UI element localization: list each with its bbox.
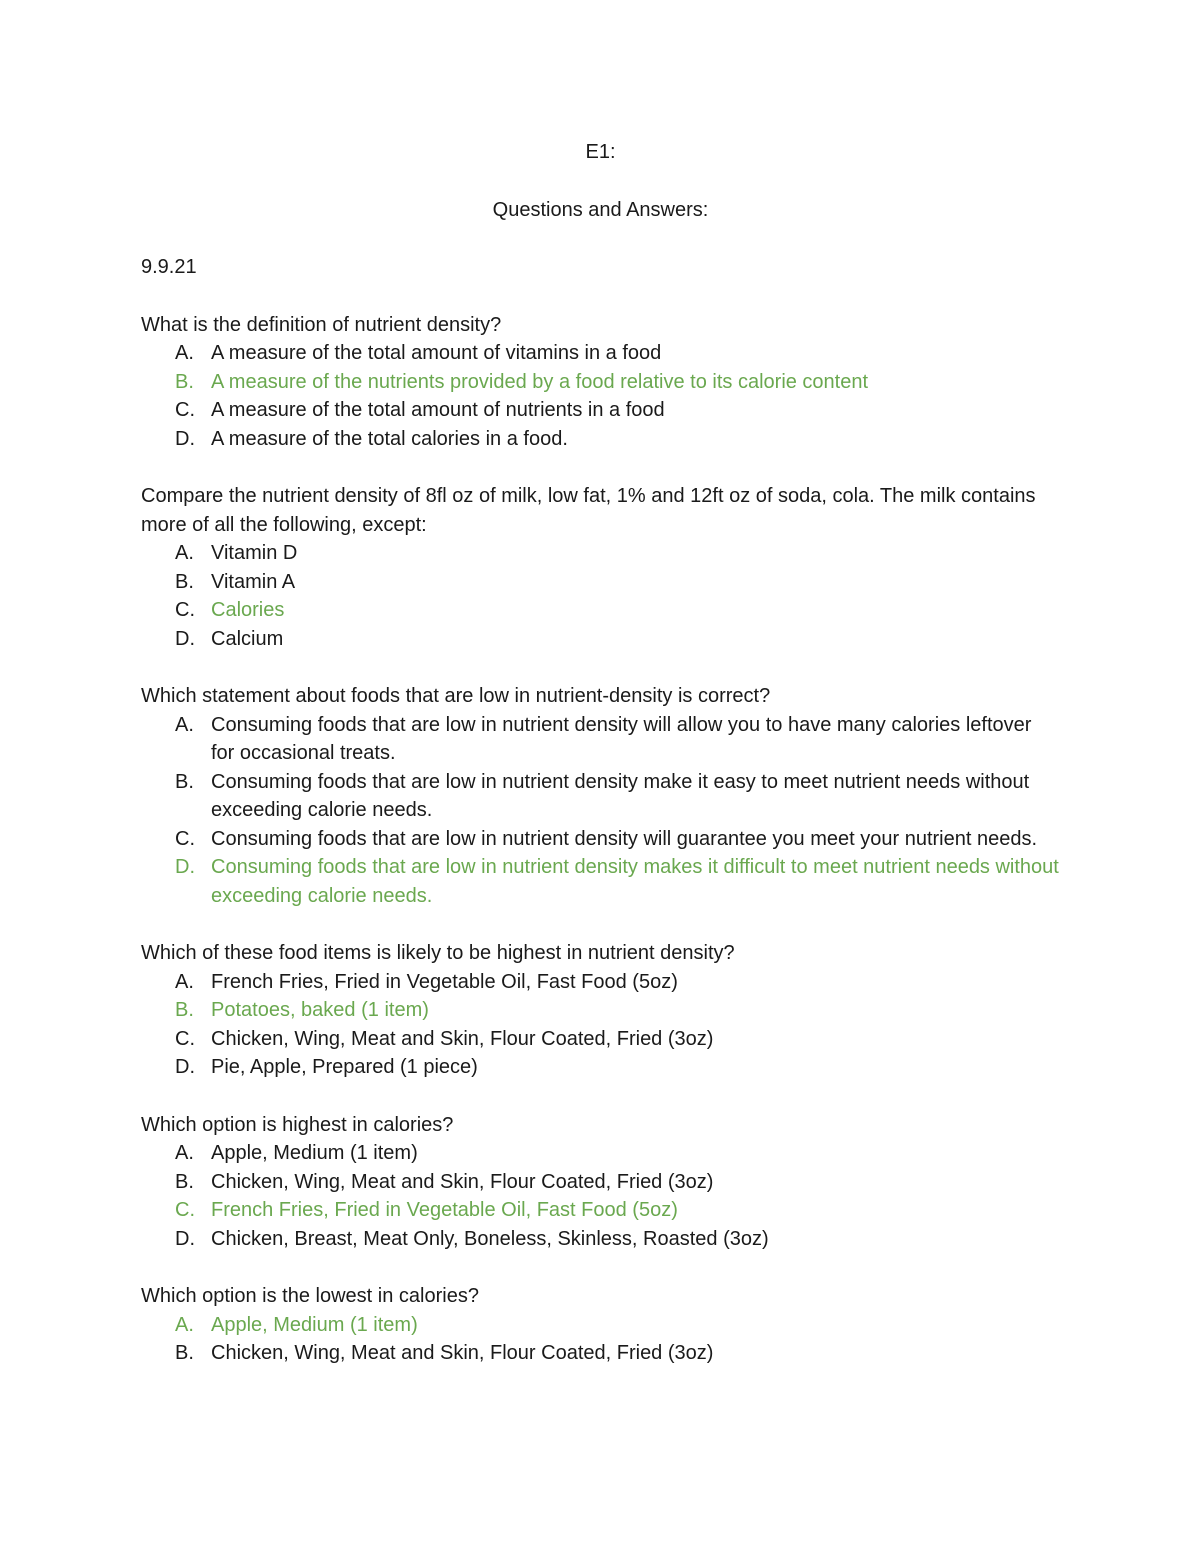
option-text: Chicken, Wing, Meat and Skin, Flour Coated, Fried (3oz) bbox=[211, 1027, 714, 1050]
option-letter: C. bbox=[175, 599, 195, 621]
answer-option bbox=[175, 968, 1060, 997]
option-text: A measure of the total amount of nutrients in a food bbox=[211, 399, 665, 421]
answer-option bbox=[175, 1339, 1060, 1368]
option-text: Pie, Apple, Prepared (1 piece) bbox=[211, 1056, 478, 1078]
option-text: Apple, Medium (1 item) bbox=[211, 1142, 418, 1164]
option-text: Chicken, Wing, Meat and Skin, Flour Coated, Fried (3oz) bbox=[211, 1342, 714, 1364]
option-text: Calcium bbox=[211, 627, 284, 650]
option-text: Vitamin D bbox=[211, 542, 298, 564]
option-text: Potatoes, baked (1 item) bbox=[211, 999, 429, 1021]
option-letter: D. bbox=[175, 427, 195, 450]
answer-option bbox=[175, 825, 1060, 854]
option-letter: B. bbox=[175, 770, 194, 793]
answer-option bbox=[175, 339, 1060, 368]
option-letter: C. bbox=[175, 827, 195, 850]
correct-answer-option bbox=[175, 1196, 1060, 1225]
correct-answer-option bbox=[175, 1311, 1060, 1340]
document-title: E1: bbox=[585, 141, 616, 163]
answer-list bbox=[141, 1311, 1060, 1368]
option-letter: D. bbox=[175, 1056, 195, 1078]
spacer bbox=[141, 1253, 1060, 1282]
answer-list bbox=[141, 339, 1060, 453]
question-6 bbox=[141, 1282, 1060, 1368]
question-text: Which option is highest in calories? bbox=[141, 1113, 454, 1136]
question-text: What is the definition of nutrient density? bbox=[141, 313, 502, 336]
question-3 bbox=[141, 682, 1060, 910]
option-letter: B. bbox=[175, 570, 194, 593]
question-4 bbox=[141, 939, 1060, 1082]
option-letter: C. bbox=[175, 1027, 195, 1050]
spacer bbox=[141, 167, 1060, 196]
answer-option bbox=[175, 1053, 1060, 1082]
answer-option bbox=[175, 1025, 1060, 1054]
answer-option bbox=[175, 425, 1060, 454]
answer-option bbox=[175, 539, 1060, 568]
option-letter: A. bbox=[175, 542, 194, 564]
answer-option bbox=[175, 768, 1060, 825]
option-text: Consuming foods that are low in nutrient density make it easy to meet nutrient needs without exceeding calorie needs. bbox=[211, 770, 1030, 821]
option-letter: D. bbox=[175, 856, 195, 878]
option-letter: A. bbox=[175, 713, 194, 736]
correct-answer-option bbox=[175, 996, 1060, 1025]
option-letter: A. bbox=[175, 342, 194, 364]
option-text: Apple, Medium (1 item) bbox=[211, 1313, 418, 1336]
option-text: French Fries, Fried in Vegetable Oil, Fast Food (5oz) bbox=[211, 1199, 678, 1221]
option-letter: D. bbox=[175, 1227, 195, 1250]
spacer bbox=[141, 910, 1060, 939]
correct-answer-option bbox=[175, 368, 1060, 397]
question-2 bbox=[141, 482, 1060, 653]
question-text: Which option is the lowest in calories? bbox=[141, 1285, 479, 1307]
answer-option bbox=[175, 625, 1060, 654]
document-date: 9.9.21 bbox=[141, 256, 197, 278]
question-text: Compare the nutrient density of 8fl oz of milk, low fat, 1% and 12ft oz of soda, cola. The milk contains more of all the following, except: bbox=[141, 485, 1036, 536]
answer-list bbox=[141, 711, 1060, 911]
option-text: Chicken, Breast, Meat Only, Boneless, Skinless, Roasted (3oz) bbox=[211, 1227, 769, 1250]
answer-option bbox=[175, 1225, 1060, 1254]
spacer bbox=[141, 224, 1060, 253]
spacer bbox=[141, 1082, 1060, 1111]
answer-option bbox=[175, 596, 1060, 625]
question-text: Which statement about foods that are low in nutrient-density is correct? bbox=[141, 685, 771, 707]
answer-option bbox=[175, 396, 1060, 425]
option-letter: A. bbox=[175, 1313, 194, 1336]
spacer bbox=[141, 282, 1060, 311]
question-text: Which of these food items is likely to be highest in nutrient density? bbox=[141, 942, 735, 964]
answer-list bbox=[141, 1139, 1060, 1253]
question-1 bbox=[141, 311, 1060, 454]
option-letter: B. bbox=[175, 1170, 194, 1193]
option-text: Chicken, Wing, Meat and Skin, Flour Coated, Fried (3oz) bbox=[211, 1170, 714, 1193]
answer-option bbox=[175, 711, 1060, 768]
option-letter: C. bbox=[175, 1199, 195, 1221]
option-letter: A. bbox=[175, 1142, 194, 1164]
option-letter: C. bbox=[175, 399, 195, 421]
document-subtitle: Questions and Answers: bbox=[492, 198, 709, 221]
option-text: French Fries, Fried in Vegetable Oil, Fast Food (5oz) bbox=[211, 970, 678, 993]
option-text: A measure of the total amount of vitamins in a food bbox=[211, 342, 662, 364]
spacer bbox=[141, 453, 1060, 482]
option-text: Consuming foods that are low in nutrient density makes it difficult to meet nutrient needs without exceeding calorie needs. bbox=[211, 856, 1059, 907]
option-letter: B. bbox=[175, 999, 194, 1021]
option-letter: B. bbox=[175, 1342, 194, 1364]
option-letter: B. bbox=[175, 370, 194, 393]
option-text: A measure of the total calories in a food. bbox=[211, 427, 568, 450]
option-text: Vitamin A bbox=[211, 570, 296, 593]
option-letter: A. bbox=[175, 970, 194, 993]
option-text: Consuming foods that are low in nutrient density will allow you to have many calories leftover for occasional treats. bbox=[211, 713, 1032, 764]
correct-option-text: Calories bbox=[211, 599, 285, 621]
correct-answer-option bbox=[175, 853, 1060, 910]
answer-option bbox=[175, 1168, 1060, 1197]
answer-option bbox=[175, 568, 1060, 597]
spacer bbox=[141, 653, 1060, 682]
question-5 bbox=[141, 1111, 1060, 1254]
option-text: Consuming foods that are low in nutrient density will guarantee you meet your nutrient needs. bbox=[211, 827, 1038, 850]
option-text: A measure of the nutrients provided by a food relative to its calorie content bbox=[211, 370, 869, 393]
answer-list bbox=[141, 539, 1060, 653]
answer-list bbox=[141, 968, 1060, 1082]
answer-option bbox=[175, 1139, 1060, 1168]
option-letter: D. bbox=[175, 627, 195, 650]
